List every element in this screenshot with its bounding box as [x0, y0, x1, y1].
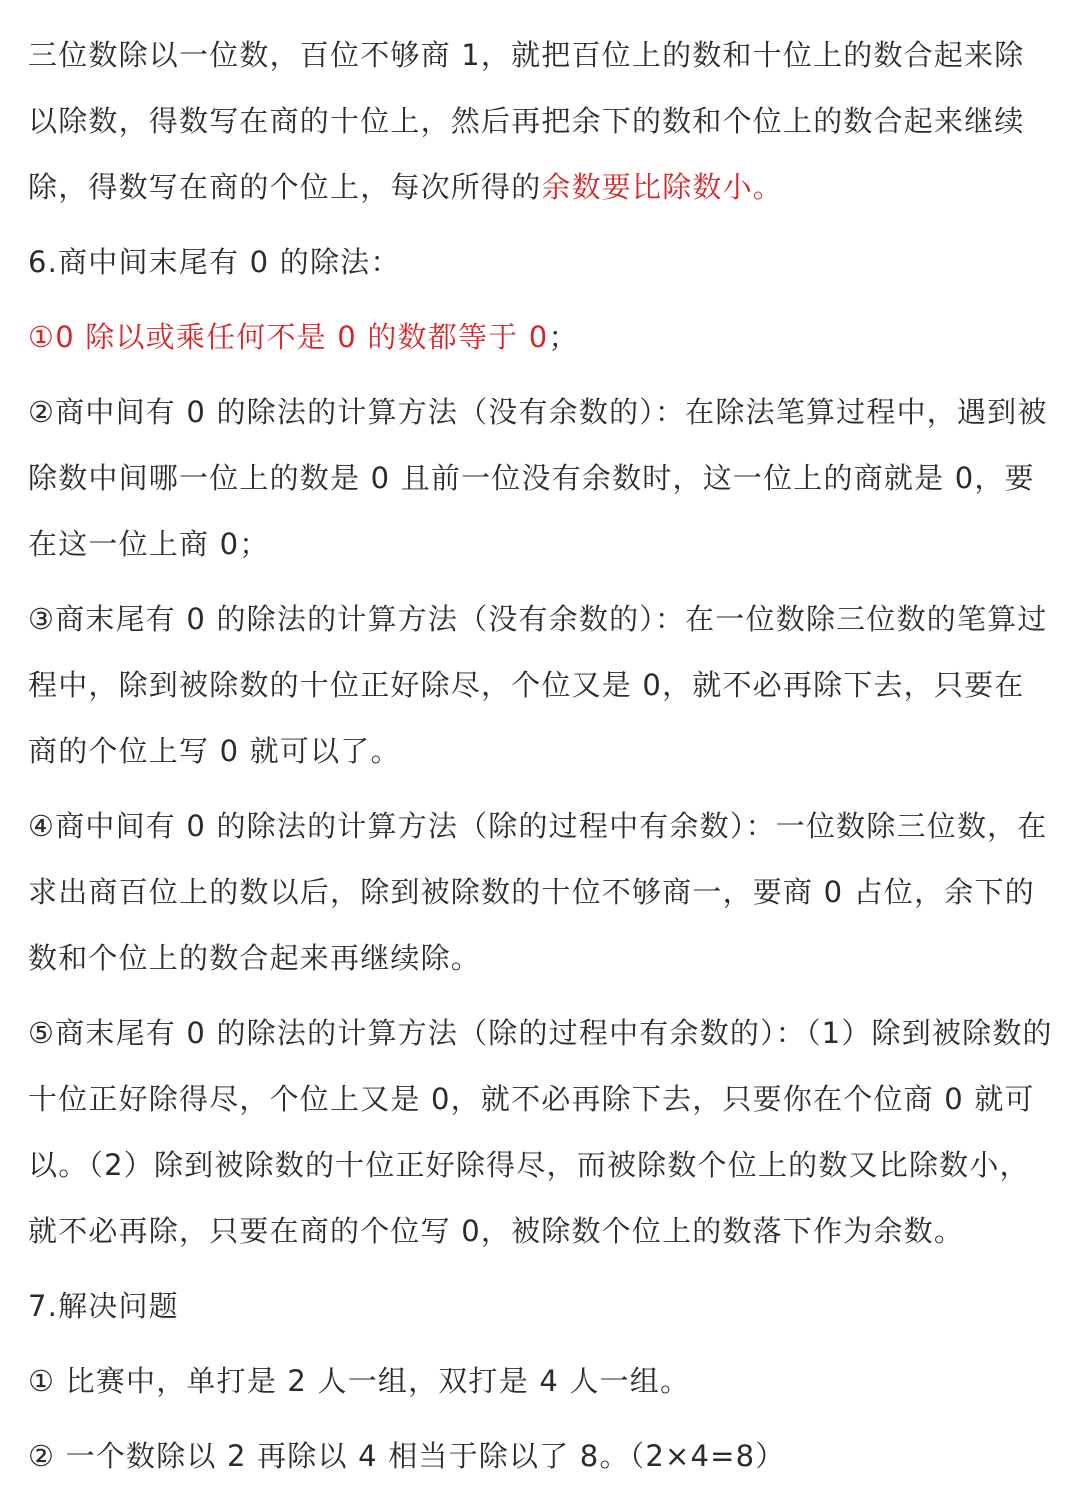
text-segment: 6.商中间末尾有 0 的除法： [28, 245, 401, 279]
paragraph-three-digit-division [28, 22, 1054, 220]
text-segment: ③商末尾有 0 的除法的计算方法（没有余数的）：在一位数除三位数的笔算过程中，除到被除数的十位正好除尽，个位又是 0，就不必再除下去，只要在商的个位上写 0 就可以了。 [28, 602, 1048, 768]
text-segment: ⑤商末尾有 0 的除法的计算方法（除的过程中有余数的）：（1）除到被除数的十位正好除得尽，个位上又是 0，就不必再除下去，只要你在个位商 0 就可以。（2）除到被除数的十位正好除得尽，而被除数个位上的数又比除数小，就不必再除，只要在商的个位写 0，被除数个位上的数落下作为余数。 [28, 1016, 1053, 1248]
rule-2-middle-zero-no-remainder [28, 379, 1054, 577]
rule-3-end-zero-no-remainder [28, 586, 1054, 784]
problem-1-singles-doubles [28, 1348, 1054, 1414]
text-segment: 7.解决问题 [28, 1289, 179, 1323]
heading-zero-in-quotient [28, 229, 1054, 295]
rule-4-middle-zero-with-remainder [28, 793, 1054, 991]
highlight-text: ①0 除以或乘任何不是 0 的数都等于 0 [28, 320, 549, 354]
heading-solve-problems [28, 1273, 1054, 1339]
rule-1-zero-divided [28, 304, 1054, 370]
text-segment: ； [548, 320, 579, 354]
rule-5-end-zero-with-remainder [28, 1000, 1054, 1264]
highlight-text: 余数要比除数小。 [541, 170, 784, 204]
text-segment: 三位数除以一位数，百位不够商 1，就把百位上的数和十位上的数合起来除以除数，得数写在商的十位上，然后再把余下的数和个位上的数合起来继续除，得数写在商的个位上，每次所得的 [28, 38, 1025, 204]
text-segment: ① 比赛中，单打是 2 人一组，双打是 4 人一组。 [28, 1364, 691, 1398]
text-segment: ④商中间有 0 的除法的计算方法（除的过程中有余数）：一位数除三位数，在求出商百位上的数以后，除到被除数的十位不够商一，要商 0 占位，余下的数和个位上的数合起来再继续除。 [28, 809, 1048, 975]
text-segment: ② 一个数除以 2 再除以 4 相当于除以了 8。（2×4=8） [28, 1439, 786, 1473]
text-segment: ②商中间有 0 的除法的计算方法（没有余数的）：在除法笔算过程中，遇到被除数中间哪一位上的数是 0 且前一位没有余数时，这一位上的商就是 0，要在这一位上商 0； [28, 395, 1048, 561]
problem-2-divide-by-eight [28, 1423, 1054, 1489]
